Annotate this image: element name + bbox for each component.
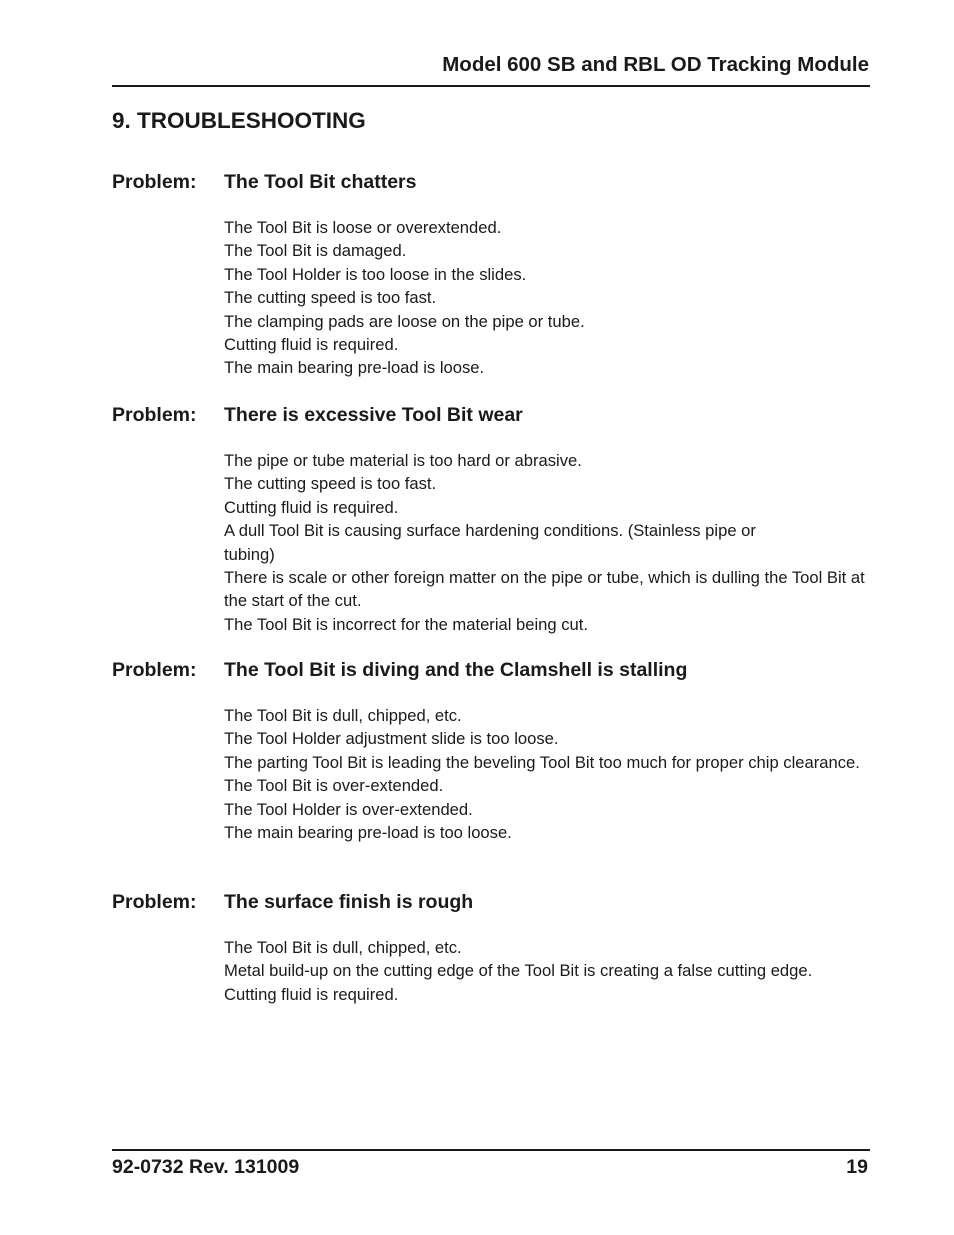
cause-item: Cutting fluid is required. <box>224 335 399 355</box>
cause-item: The main bearing pre-load is too loose. <box>224 823 512 843</box>
problem-label: Problem: <box>112 891 197 913</box>
problem-block <box>112 659 870 843</box>
cause-item: The Tool Bit is dull, chipped, etc. <box>224 706 462 725</box>
problem-title: The Tool Bit is diving and the Clamshell is stalling <box>224 659 688 681</box>
problem-block <box>112 891 870 1004</box>
page-header <box>112 52 870 87</box>
document-revision: 92-0732 Rev. 131009 <box>112 1156 300 1178</box>
cause-item: The pipe or tube material is too hard or abrasive. <box>224 451 582 470</box>
problem-block <box>112 404 870 634</box>
problem-header <box>112 171 870 197</box>
cause-list <box>224 216 870 380</box>
document-title: Model 600 SB and RBL OD Tracking Module <box>442 53 869 76</box>
cause-item: The cutting speed is too fast. <box>224 474 437 494</box>
cause-list <box>224 449 870 636</box>
cause-item: The Tool Holder is too loose in the slides. <box>224 264 527 284</box>
page-number: 19 <box>846 1156 868 1178</box>
cause-item: A dull Tool Bit is causing surface hardening conditions. (Stainless pipe or tubing) <box>224 521 756 564</box>
problem-title: There is excessive Tool Bit wear <box>224 404 523 426</box>
cause-item: The Tool Bit is incorrect for the material being cut. <box>224 614 589 634</box>
problem-header <box>112 404 870 430</box>
problem-label: Problem: <box>112 171 197 193</box>
cause-item: The main bearing pre-load is loose. <box>224 358 485 378</box>
cause-item: The parting Tool Bit is leading the beveling Tool Bit too much for proper chip clearance. <box>224 752 860 772</box>
problem-label: Problem: <box>112 659 197 681</box>
page-footer <box>112 1149 870 1185</box>
cause-item: The Tool Holder is over-extended. <box>224 799 473 819</box>
cause-item: Metal build-up on the cutting edge of the Tool Bit is creating a false cutting edge. <box>224 961 813 981</box>
cause-list <box>224 936 870 1006</box>
problem-header <box>112 659 870 685</box>
problem-label: Problem: <box>112 404 197 426</box>
cause-item: The Tool Bit is damaged. <box>224 241 407 261</box>
cause-item: Cutting fluid is required. <box>224 497 399 517</box>
cause-item: The Tool Bit is over-extended. <box>224 776 444 796</box>
section-heading: 9. TROUBLESHOOTING <box>112 108 366 133</box>
problem-block <box>112 171 870 378</box>
cause-item: The Tool Bit is dull, chipped, etc. <box>224 938 462 957</box>
problem-title: The Tool Bit chatters <box>224 171 417 193</box>
cause-item: There is scale or other foreign matter on the pipe or tube, which is dulling the Tool Bit at the start of the cut. <box>224 568 865 611</box>
cause-list <box>224 704 870 844</box>
cause-item: The Tool Bit is loose or overextended. <box>224 218 502 237</box>
cause-item: The Tool Holder adjustment slide is too loose. <box>224 729 559 749</box>
cause-item: The clamping pads are loose on the pipe or tube. <box>224 311 585 331</box>
problem-header <box>112 891 870 917</box>
problem-title: The surface finish is rough <box>224 891 474 913</box>
cause-item: Cutting fluid is required. <box>224 984 399 1004</box>
cause-item: The cutting speed is too fast. <box>224 288 437 308</box>
